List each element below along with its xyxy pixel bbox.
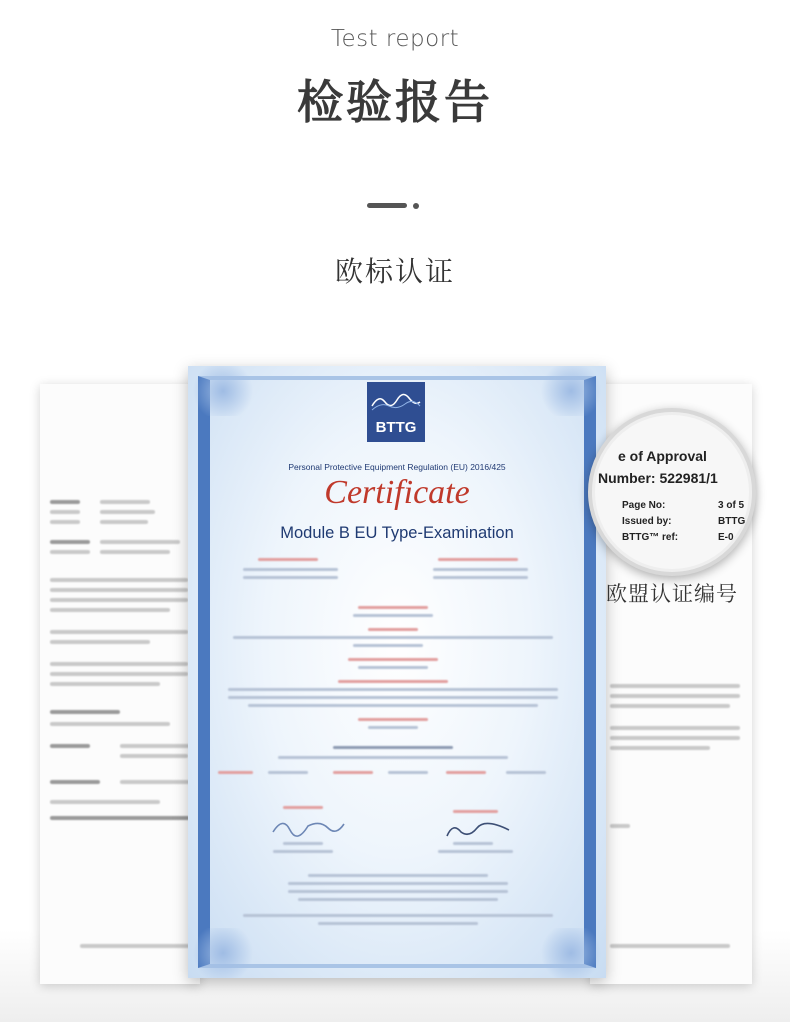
issued-by-value: BTTG	[718, 516, 746, 527]
blurred-text	[50, 510, 80, 514]
blurred-text	[228, 688, 558, 691]
certificate-heading: Certificate	[324, 474, 470, 511]
blurred-text	[438, 558, 518, 561]
blurred-text	[610, 824, 630, 828]
blurred-text	[446, 771, 486, 774]
blurred-text	[228, 696, 558, 699]
left-document-page	[40, 384, 200, 984]
page-no-value: 3 of 5	[718, 500, 745, 511]
bttg-logo	[367, 382, 425, 442]
blurred-text	[50, 672, 188, 676]
blurred-text	[610, 726, 740, 730]
blurred-text	[308, 874, 488, 877]
blurred-text	[120, 744, 190, 748]
blurred-text	[233, 636, 553, 639]
blurred-text	[50, 500, 80, 504]
blurred-text	[268, 771, 308, 774]
title-divider-bar	[367, 203, 407, 208]
blurred-text	[243, 576, 338, 579]
corner-ornament	[536, 928, 606, 978]
module-title: Module B EU Type-Examination	[280, 524, 514, 542]
blurred-text	[283, 806, 323, 809]
logo-wave-icon	[371, 390, 421, 412]
blurred-text	[100, 550, 170, 554]
corner-ornament	[536, 366, 606, 416]
blurred-text	[368, 726, 418, 729]
blurred-text	[50, 682, 160, 686]
page-title: 检验报告	[297, 75, 493, 129]
blurred-text	[50, 598, 188, 602]
blurred-text	[100, 540, 180, 544]
regulation-line: Personal Protective Equipment Regulation (EU) 2016/425	[288, 462, 506, 472]
blurred-text	[100, 520, 148, 524]
blurred-text	[50, 578, 188, 582]
blurred-text	[333, 771, 373, 774]
approval-number: Number: 522981/1	[598, 470, 718, 486]
blurred-text	[100, 500, 150, 504]
blurred-text	[358, 666, 428, 669]
blurred-text	[80, 944, 190, 948]
title-divider-dot	[413, 203, 419, 209]
blurred-text	[358, 718, 428, 721]
blurred-text	[453, 810, 498, 813]
blurred-text	[318, 922, 478, 925]
blurred-text	[243, 568, 338, 571]
corner-ornament	[188, 928, 258, 978]
blurred-text	[50, 540, 90, 544]
blurred-text	[438, 850, 513, 853]
blurred-text	[278, 756, 508, 759]
blurred-text	[353, 644, 423, 647]
blurred-text	[50, 710, 120, 714]
blurred-text	[348, 658, 438, 661]
blurred-text	[433, 576, 528, 579]
blurred-text	[388, 771, 428, 774]
blurred-text	[50, 722, 170, 726]
blurred-text	[338, 680, 448, 683]
logo-text: BTTG	[375, 419, 417, 436]
blurred-text	[50, 630, 188, 634]
blurred-text	[273, 850, 333, 853]
signature-left	[268, 814, 348, 840]
certificate-document	[188, 366, 606, 978]
blurred-text	[333, 746, 453, 749]
page-no-label: Page No:	[622, 500, 666, 511]
blurred-text	[358, 606, 428, 609]
blurred-text	[100, 510, 155, 514]
blurred-text	[258, 558, 318, 561]
signature-right	[443, 818, 513, 842]
blurred-text	[288, 890, 508, 893]
blurred-text	[368, 628, 418, 631]
blurred-text	[610, 684, 740, 688]
blurred-text	[453, 842, 493, 845]
blurred-text	[50, 520, 80, 524]
blurred-text	[353, 614, 433, 617]
issued-by-label: Issued by:	[622, 516, 672, 527]
blurred-text	[50, 588, 188, 592]
blurred-text	[283, 842, 323, 845]
blurred-text	[50, 780, 100, 784]
section-title: 欧标认证	[334, 255, 455, 288]
blurred-text	[120, 754, 188, 758]
blurred-text	[50, 550, 90, 554]
blurred-text	[298, 898, 498, 901]
english-subtitle: Test report	[330, 26, 460, 52]
blurred-text	[50, 662, 188, 666]
corner-ornament	[188, 366, 258, 416]
blurred-text	[610, 694, 740, 698]
documents-showcase	[0, 330, 790, 1022]
blurred-text	[433, 568, 528, 571]
blurred-text	[288, 882, 508, 885]
blurred-text	[610, 704, 730, 708]
blurred-text	[610, 944, 730, 948]
blurred-text	[50, 800, 160, 804]
magnifier-lens	[588, 408, 756, 576]
blurred-text	[50, 640, 150, 644]
blurred-text	[610, 736, 740, 740]
bttg-ref-label: BTTG™ ref:	[622, 532, 679, 543]
eu-certification-number-caption: 欧盟认证编号	[606, 582, 738, 606]
blurred-text	[248, 704, 538, 707]
bttg-ref-value: E-0	[718, 532, 734, 543]
blurred-text	[610, 746, 710, 750]
blurred-text	[50, 816, 190, 820]
blurred-text	[50, 744, 90, 748]
blurred-text	[243, 914, 553, 917]
blurred-text	[506, 771, 546, 774]
blurred-text	[120, 780, 190, 784]
approval-heading: e of Approval	[618, 448, 707, 464]
blurred-text	[218, 771, 253, 774]
blurred-text	[50, 608, 170, 612]
